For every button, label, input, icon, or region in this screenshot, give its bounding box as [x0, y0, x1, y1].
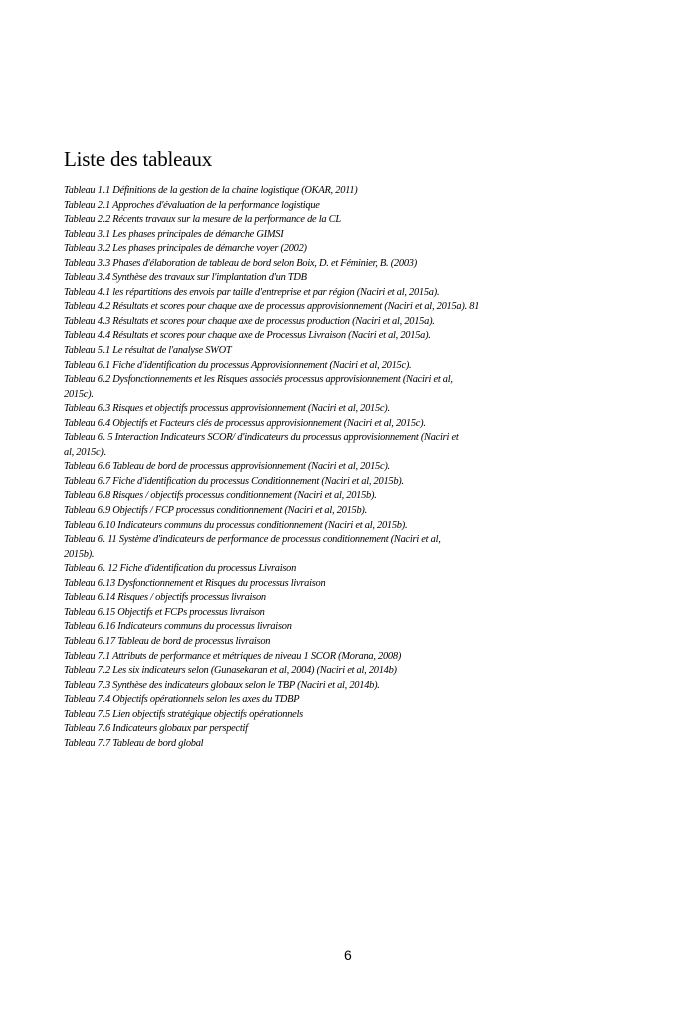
list-item: Tableau 3.2 Les phases principales de démarche voyer (2002) [64, 243, 307, 255]
list-item: Tableau 6.14 Risques / objectifs processus livraison [64, 592, 266, 604]
list-item: Tableau 6. 12 Fiche d'identification du processus Livraison [64, 563, 297, 575]
list-item: Tableau 3.1 Les phases principales de démarche GIMSI [64, 228, 284, 240]
list-item: Tableau 6.2 Dysfonctionnements et les Risques associés processus approvisionnement (Naciri et al, [64, 374, 453, 386]
list-item: Tableau 6. 11 Système d'indicateurs de performance de processus conditionnement (Naciri et al, [64, 534, 441, 546]
list-item: Tableau 3.4 Synthèse des travaux sur l'implantation d'un TDB [64, 272, 307, 284]
list-item: Tableau 6.1 Fiche d'identification du processus Approvisionnement (Naciri et al, 2015c). [64, 359, 412, 371]
list-item: Tableau 2.1 Approches d'évaluation de la performance logistique [64, 199, 320, 211]
list-item: Tableau 7.6 Indicateurs globaux par perspectif [64, 723, 248, 735]
list-item: Tableau 6.13 Dysfonctionnement et Risques du processus livraison [64, 577, 326, 589]
list-item: Tableau 6.10 Indicateurs communs du processus conditionnement (Naciri et al, 2015b). [64, 519, 408, 531]
list-item: Tableau 2.2 Récents travaux sur la mesure de la performance de la CL [64, 214, 341, 226]
list-item: Tableau 7.4 Objectifs opérationnels selon les axes du TDBP [64, 694, 300, 706]
list-item: 2015c). [64, 388, 94, 400]
list-item: Tableau 4.1 les répartitions des envois par taille d'entreprise et par région (Naciri et al, 2015a). [64, 286, 440, 298]
list-item: Tableau 7.7 Tableau de bord global [64, 737, 204, 749]
list-item: Tableau 6.7 Fiche d'identification du processus Conditionnement (Naciri et al, 2015b). [64, 475, 404, 487]
list-item: Tableau 6. 5 Interaction Indicateurs SCOR/ d'indicateurs du processus approvisionnement (Naciri et [64, 432, 459, 444]
list-item: Tableau 3.3 Phases d'élaboration de tableau de bord selon Boix, D. et Féminier, B. (2003) [64, 257, 417, 269]
list-item: Tableau 4.3 Résultats et scores pour chaque axe de processus production (Naciri et al, 2015a). [64, 315, 435, 327]
list-item: Tableau 6.15 Objectifs et FCPs processus livraison [64, 606, 265, 618]
list-item: Tableau 6.16 Indicateurs communs du processus livraison [64, 621, 292, 633]
list-item: Tableau 7.5 Lien objectifs stratégique objectifs opérationnels [64, 708, 303, 720]
list-item: Tableau 6.6 Tableau de bord de processus approvisionnement (Naciri et al, 2015c). [64, 461, 390, 473]
list-item: Tableau 7.1 Attributs de performance et métriques de niveau 1 SCOR (Morana, 2008) [64, 650, 402, 662]
list-item: Tableau 5.1 Le résultat de l'analyse SWOT [64, 345, 232, 357]
list-item: Tableau 4.4 Résultats et scores pour chaque axe de Processus Livraison (Naciri et al, 2015a). [64, 330, 431, 342]
list-item: Tableau 6.9 Objectifs / FCP processus conditionnement (Naciri et al, 2015b). [64, 505, 367, 517]
list-item: al, 2015c). [64, 446, 106, 458]
list-item: Tableau 4.2 Résultats et scores pour chaque axe de processus approvisionnement (Naciri et al, 2015a). 81 [64, 301, 480, 313]
list-item: 2015b). [64, 548, 95, 560]
list-item: Tableau 1.1 Définitions de la gestion de la chaine logistique (OKAR, 2011) [64, 185, 358, 196]
list-item: Tableau 7.2 Les six indicateurs selon (Gunasekaran et al, 2004) (Naciri et al, 2014b) [64, 665, 397, 677]
list-item: Tableau 6.3 Risques et objectifs processus approvisionnement (Naciri et al, 2015c). [64, 403, 390, 415]
page-title: Liste des tableaux [64, 147, 213, 171]
page-number: 6 [344, 947, 352, 963]
list-item: Tableau 6.4 Objectifs et Facteurs clés de processus approvisionnement (Naciri et al, 2015c). [64, 417, 426, 429]
list-item: Tableau 6.8 Risques / objectifs processus conditionnement (Naciri et al, 2015b). [64, 490, 377, 502]
list-item: Tableau 6.17 Tableau de bord de processus livraison [64, 635, 271, 647]
list-item: Tableau 7.3 Synthèse des indicateurs globaux selon le TBP (Naciri et al, 2014b). [64, 679, 380, 691]
table-list [64, 184, 576, 751]
